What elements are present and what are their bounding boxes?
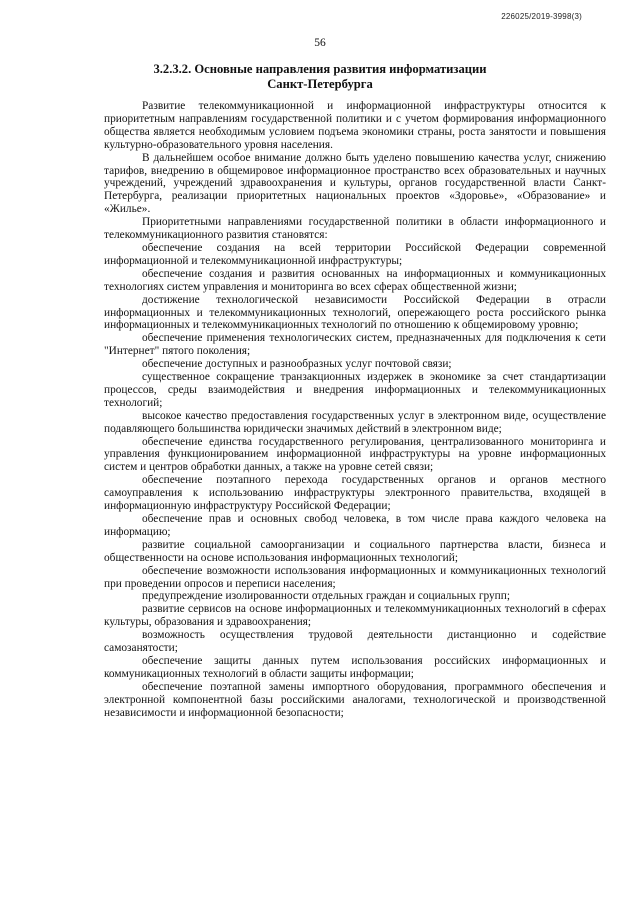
list-item: достижение технологической независимости Российской Федерации в отрасли информационных и телекоммуникационных технологий, опережающего роста российского рынка информационных и телекоммуникационных технологий по отношению к общемировому уровню; [104, 293, 606, 332]
document-code: 226025/2019-3998(3) [501, 12, 582, 21]
list-item: возможность осуществления трудовой деятельности дистанционно и содействие самозанятости; [104, 629, 606, 655]
paragraph: Приоритетными направлениями государственной политики в области информационного и телекоммуникационного развития становятся: [104, 216, 606, 242]
list-item: обеспечение возможности использования информационных и коммуникационных технологий при проведении опросов и переписи населения; [104, 564, 606, 590]
paragraph: В дальнейшем особое внимание должно быть уделено повышению качества услуг, снижению тарифов, внедрению в общемировое информационное пространство всех образовательных и научных учреждений, учреждений здравоохранения и культуры, органов государственной власти Санкт-Петербурга, реализации приоритетных национальных проектов «Здоровье», «Образование» и «Жилье». [104, 151, 606, 216]
list-item: развитие сервисов на основе информационных и телекоммуникационных технологий в сферах культуры, образования и здравоохранения; [104, 603, 606, 629]
list-item: предупреждение изолированности отдельных граждан и социальных групп; [142, 590, 510, 603]
list-item: развитие социальной самоорганизации и социального партнерства власти, бизнеса и общественности на основе использования информационных технологий; [104, 538, 606, 564]
list-item: существенное сокращение транзакционных издержек в экономике за счет стандартизации процессов, среды взаимодействия и внедрения информационных и телекоммуникационных технологий; [104, 371, 606, 409]
list-item: высокое качество предоставления государственных услуг в электронном виде, осуществление подавляющего большинства юридически значимых действий в электронном виде; [104, 409, 606, 435]
page-number: 56 [314, 37, 326, 49]
section-heading-line-1: 3.2.3.2. Основные направления развития информатизации [153, 62, 487, 76]
list-item: обеспечение поэтапной замены импортного оборудования, программного обеспечения и электронной компонентной базы российскими аналогами, технологической и производственной независимости и информационной безопасности; [104, 680, 606, 719]
section-heading-line-2: Санкт-Петербурга [267, 76, 373, 91]
list-item: обеспечение прав и основных свобод человека, в том числе права каждого человека на информацию; [104, 513, 606, 538]
paragraph: Развитие телекоммуникационной и информационной инфраструктуры относится к приоритетным направлениям государственной политики и с учетом формирования информационного общества является необходимым условием подъема экономики страны, роста занятости и повышения культурно-образовательного уровня населения. [104, 100, 606, 151]
body-text [104, 100, 606, 720]
list-item: обеспечение применения технологических систем, предназначенных для подключения к сети "Интернет" пятого поколения; [104, 332, 606, 358]
list-item: обеспечение создания и развития основанных на информационных и коммуникационных технологиях систем управления и мониторинга во всех сферах общественной жизни; [104, 267, 606, 293]
list-item: обеспечение защиты данных путем использования российских информационных и коммуникационных технологий в области защиты информации; [104, 654, 606, 680]
section-heading [104, 62, 536, 91]
list-item: обеспечение единства государственного регулирования, централизованного мониторинга и управления функционированием информационной инфраструктуры на уровне информационных систем и центров обработки данных, а также на уровне сетей связи; [104, 435, 606, 474]
list-item: обеспечение доступных и разнообразных услуг почтовой связи; [142, 358, 452, 371]
list-item: обеспечение поэтапного перехода государственных органов и органов местного самоуправления к использованию инфраструктуры электронного правительства, входящей в информационную инфраструктуру Российской Федерации; [104, 474, 606, 513]
list-item: обеспечение создания на всей территории Российской Федерации современной информационной и телекоммуникационной инфраструктуры; [104, 241, 606, 267]
